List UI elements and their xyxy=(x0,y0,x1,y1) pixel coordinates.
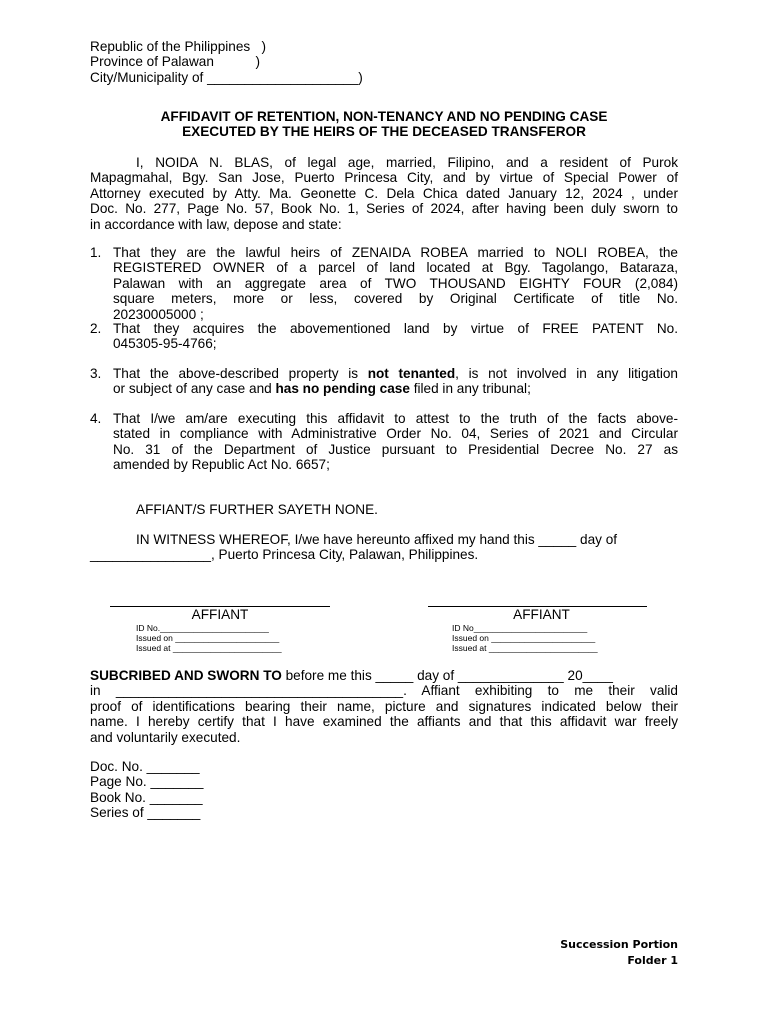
witness-line-2: ________________, Puerto Princesa City, Palawan, Philippines. xyxy=(90,547,479,563)
item-text: filed in any tribunal; xyxy=(409,381,531,397)
affiant-id-left: ID No._______________________ xyxy=(136,623,269,633)
not-tenanted-emphasis: not tenanted xyxy=(367,366,456,381)
subscribed-line-2: in ______________________________________. Affiant exhibiting to me their valid xyxy=(90,683,678,699)
further-sayeth: AFFIANT/S FURTHER SAYETH NONE. xyxy=(136,502,378,517)
item-text: That the above-described property is xyxy=(113,366,368,381)
footer-note xyxy=(560,937,678,969)
subscribed-heading: SUBCRIBED AND SWORN TO xyxy=(90,668,282,683)
subscribed-line-4: name. I hereby certify that I have examined the affiants and that this affidavit war freely xyxy=(90,714,678,730)
intro-line: in accordance with law, depose and state: xyxy=(90,216,342,232)
intro-line: Doc. No. 277, Page No. 57, Book No. 1, Series of 2024, after having been duly sworn to xyxy=(90,201,678,217)
header-republic: Republic of the Philippines ) xyxy=(90,39,267,54)
intro-line: Attorney executed by Atty. Ma. Geonette C. Dela Chica dated January 12, 2024 , under xyxy=(90,185,678,201)
list-item-1 xyxy=(90,245,678,322)
item-line: 045305-95-4766; xyxy=(113,336,217,352)
document-title xyxy=(90,109,678,140)
item-line: stated in compliance with Administrative Order No. 04, Series of 2021 and Circular xyxy=(113,426,678,442)
affiant-issued-at-left: Issued at _______________________ xyxy=(136,643,282,653)
subscribed-line-5: and voluntarily executed. xyxy=(90,729,241,745)
item-line xyxy=(113,381,678,396)
affiant-issued-on-left: Issued on ______________________ xyxy=(136,633,280,643)
list-item-4 xyxy=(90,411,678,473)
footer-line-1: Succession Portion xyxy=(560,938,678,951)
item-line xyxy=(113,366,678,381)
header-city: City/Municipality of ____________________) xyxy=(90,69,363,85)
item-line: square meters, more or less, covered by Original Certificate of title No. xyxy=(113,291,678,307)
subscribed-line-1 xyxy=(90,668,678,683)
affiant-issued-at-right: Issued at _______________________ xyxy=(452,643,598,653)
item-line: That I/we am/are executing this affidavit to attest to the truth of the facts above- xyxy=(113,411,678,426)
title-line-1: AFFIDAVIT OF RETENTION, NON-TENANCY AND NO PENDING CASE xyxy=(160,109,608,124)
subscribed-paragraph xyxy=(90,668,678,745)
intro-line: Mapagmahal, Bgy. San Jose, Puerto Princesa City, and by virtue of Special Power of xyxy=(90,170,678,186)
list-item-2 xyxy=(90,321,678,352)
list-number: 2. xyxy=(90,321,102,336)
footer-line-2: Folder 1 xyxy=(627,954,678,967)
item-line: 20230005000 ; xyxy=(113,306,204,322)
book-number: Book No. _______ xyxy=(90,789,203,805)
witness-line-1: IN WITNESS WHEREOF, I/we have hereunto affixed my hand this _____ day of xyxy=(136,532,618,547)
no-pending-case-emphasis: has no pending case xyxy=(275,381,410,397)
page-number: Page No. _______ xyxy=(90,774,204,790)
doc-number: Doc. No. _______ xyxy=(90,759,200,774)
list-number: 1. xyxy=(90,245,102,260)
header-province: Province of Palawan ) xyxy=(90,54,260,70)
list-number: 4. xyxy=(90,411,102,426)
item-line: No. 31 of the Department of Justice pursuant to Presidential Decree No. 27 as xyxy=(113,441,678,457)
item-line: That they are the lawful heirs of ZENAIDA ROBEA married to NOLI ROBEA, the xyxy=(113,245,678,260)
series-number: Series of _______ xyxy=(90,805,201,821)
notarial-register xyxy=(90,759,203,821)
subscribed-text: before me this _____ day of ______________ 20____ xyxy=(281,668,613,683)
item-line: amended by Republic Act No. 6657; xyxy=(113,457,330,473)
intro-line: I, NOIDA N. BLAS, of legal age, married, Filipino, and a resident of Purok xyxy=(136,155,678,170)
title-line-2: EXECUTED BY THE HEIRS OF THE DECEASED TRANSFEROR xyxy=(182,124,586,140)
affiant-label-left: AFFIANT xyxy=(191,607,249,622)
item-text: or subject of any case and xyxy=(113,381,276,397)
item-text: , is not involved in any litigation xyxy=(455,366,678,381)
intro-paragraph xyxy=(90,155,678,232)
list-item-3 xyxy=(90,366,678,397)
item-line: That they acquires the abovementioned land by virtue of FREE PATENT No. xyxy=(113,321,678,336)
affiant-id-right: ID No________________________ xyxy=(452,623,588,633)
item-line: Palawan with an aggregate area of TWO THOUSAND EIGHTY FOUR (2,084) xyxy=(113,275,678,291)
list-number: 3. xyxy=(90,366,102,381)
subscribed-line-3: proof of identifications bearing their name, picture and signatures indicated below their xyxy=(90,698,678,714)
item-line: REGISTERED OWNER of a parcel of land located at Bgy. Tagolango, Bataraza, xyxy=(113,260,678,276)
header-block xyxy=(90,39,363,85)
witness-paragraph xyxy=(90,532,678,563)
affiant-label-right: AFFIANT xyxy=(513,607,570,622)
affiant-issued-on-right: Issued on ______________________ xyxy=(452,633,596,643)
